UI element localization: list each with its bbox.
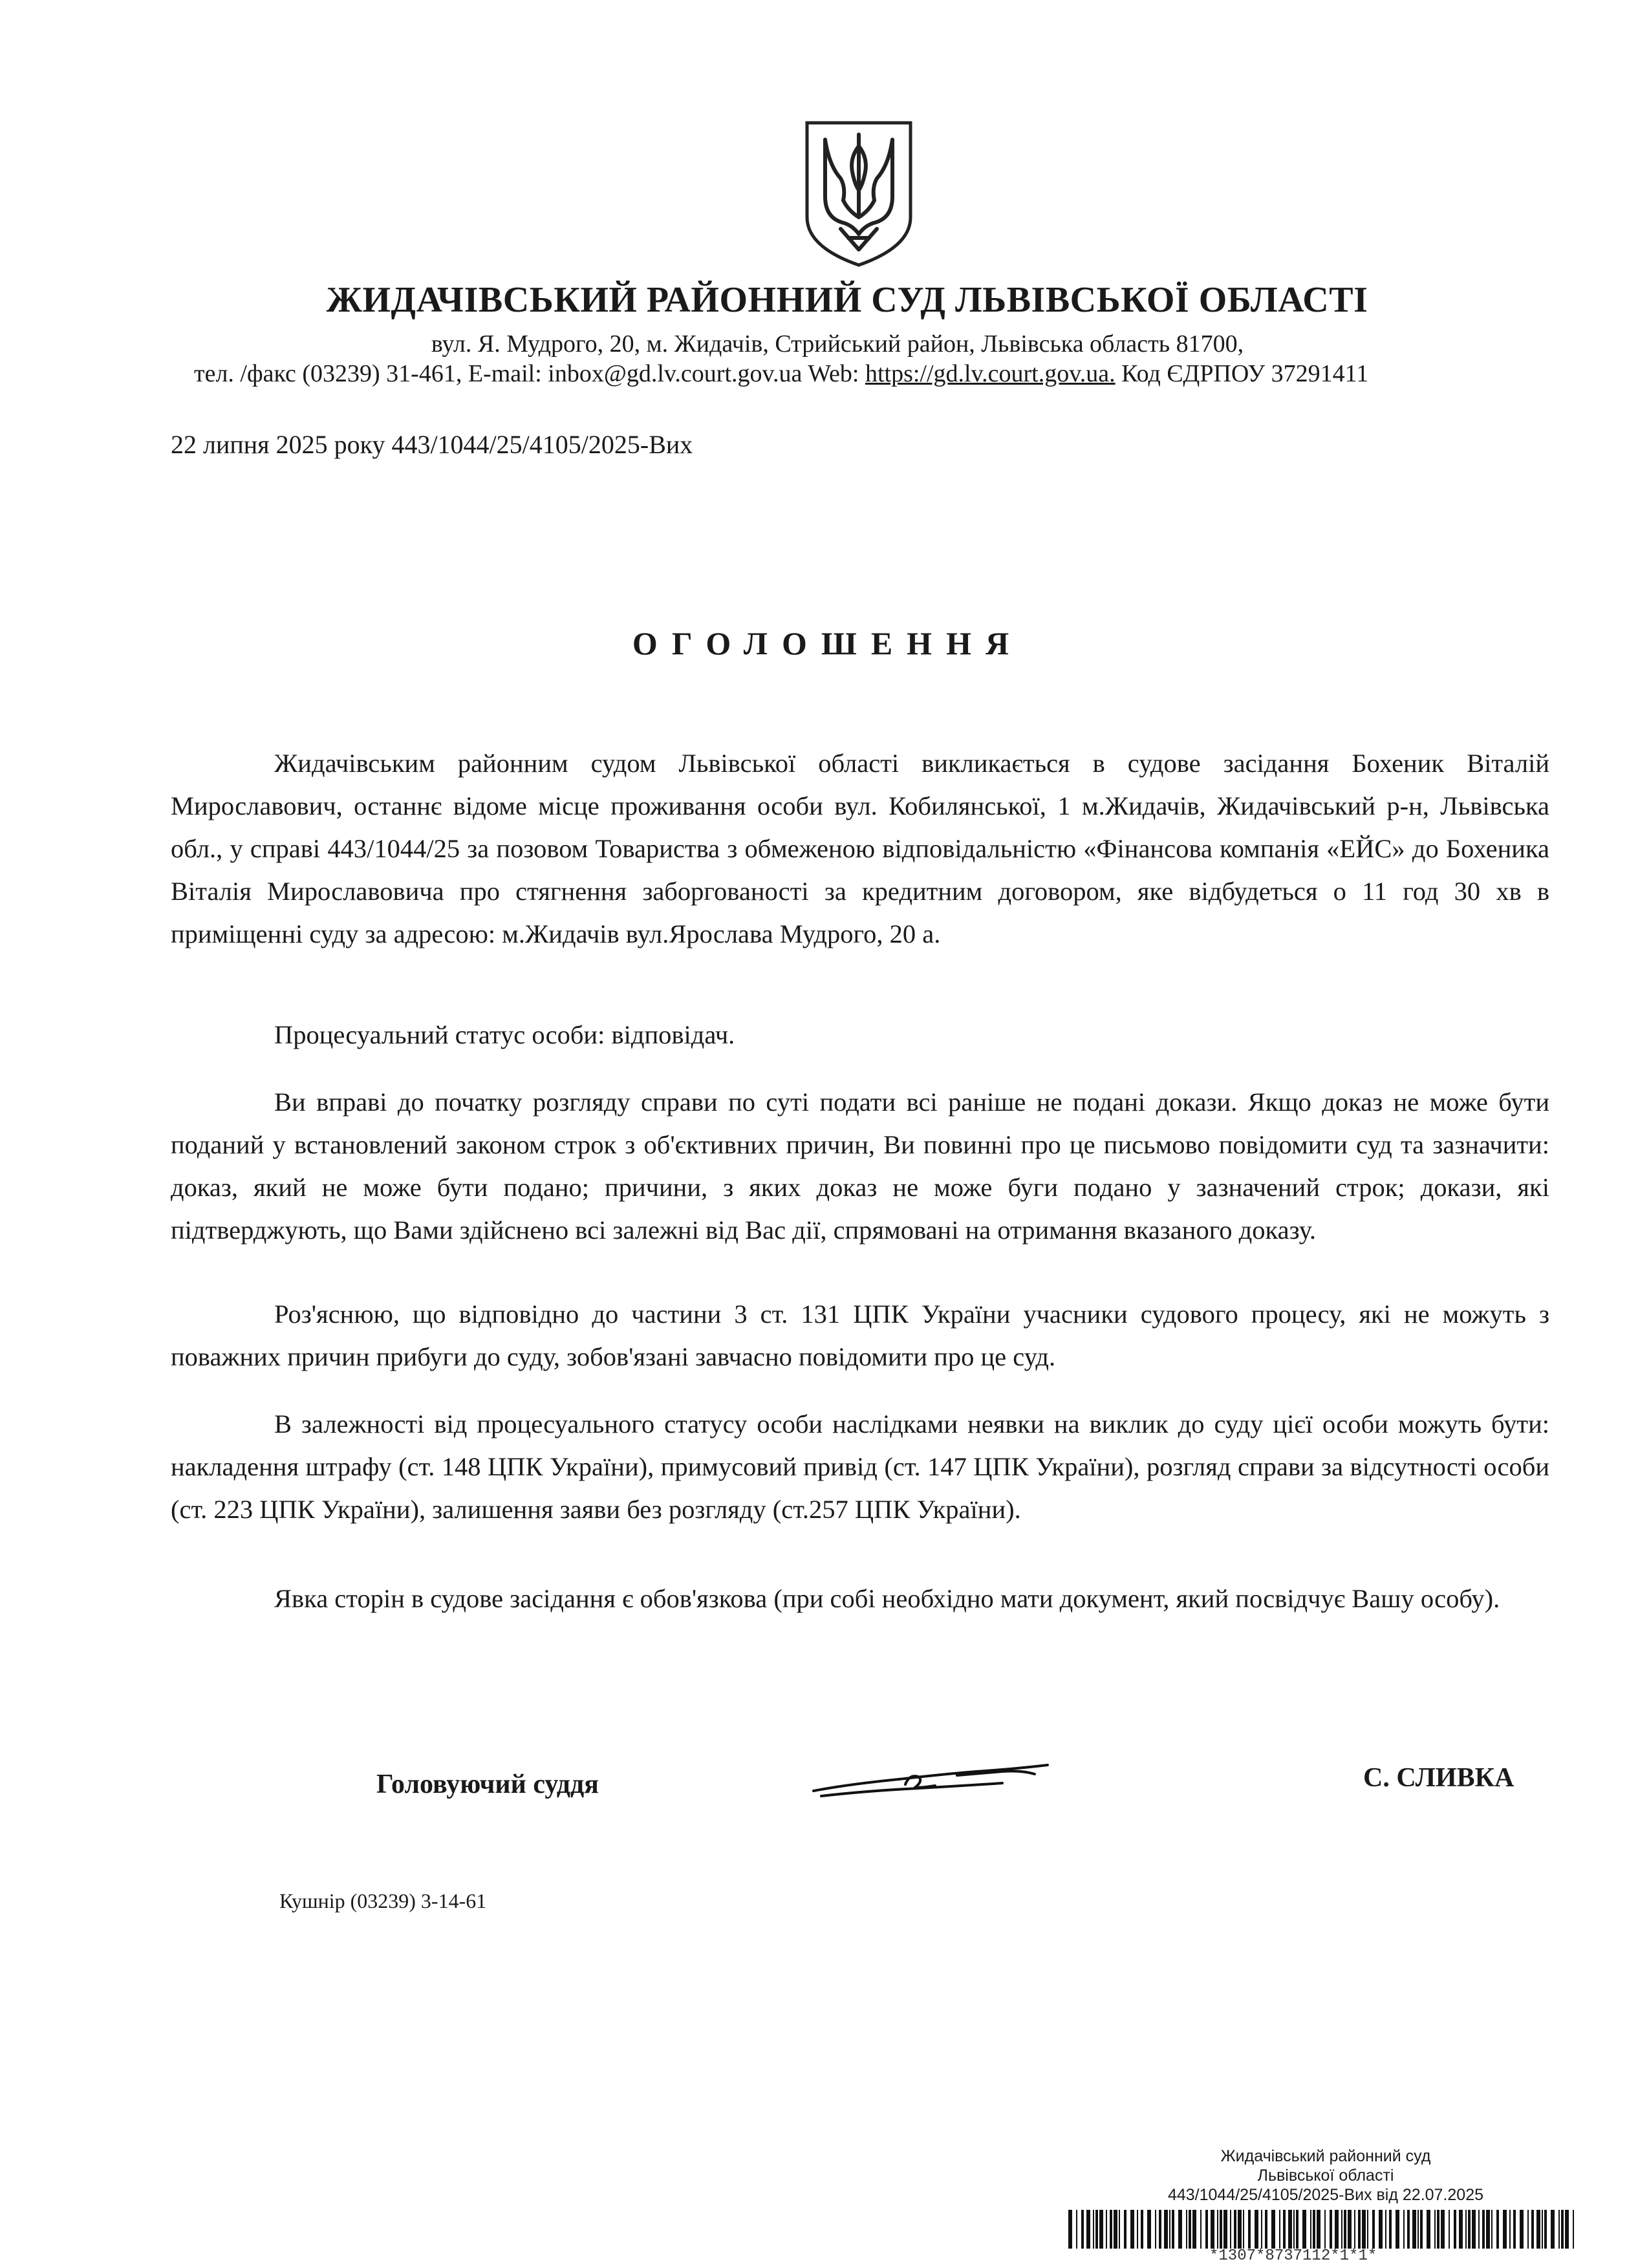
barcode-bar <box>1341 2210 1342 2249</box>
coat-of-arms-icon <box>803 120 914 268</box>
barcode-bar <box>1296 2210 1299 2249</box>
barcode-bar <box>1255 2210 1258 2249</box>
stamp-reference-line: 443/1044/25/4105/2025-Вих від 22.07.2025 <box>1167 2186 1484 2204</box>
barcode-bar <box>1093 2210 1094 2249</box>
barcode-bar <box>1412 2210 1416 2249</box>
barcode-bar <box>1130 2210 1134 2249</box>
barcode-bar <box>1302 2210 1306 2249</box>
barcode-bar <box>1344 2210 1346 2249</box>
barcode-bar <box>1362 2210 1366 2249</box>
barcode-bar <box>1330 2210 1332 2249</box>
barcode-bar <box>1478 2210 1480 2249</box>
barcode-bar <box>1317 2210 1320 2249</box>
barcode-bar <box>1310 2210 1311 2249</box>
barcode-bar <box>1220 2210 1222 2249</box>
barcode-bar <box>1313 2210 1315 2249</box>
barcode-bar <box>1169 2210 1170 2249</box>
barcode-bar <box>1441 2210 1445 2249</box>
barcode-bar <box>1230 2210 1231 2249</box>
barcode-bar <box>1248 2210 1251 2249</box>
document-heading: ОГОЛОШЕННЯ <box>632 625 1024 661</box>
barcode-bar <box>1172 2210 1174 2249</box>
contact-prefix: тел. /факс (03239) 31-461, E-mail: inbox@gd.lv.court.gov.ua Web: <box>194 360 865 387</box>
barcode-bar <box>1520 2210 1524 2249</box>
barcode-bar <box>1095 2210 1098 2249</box>
barcode-text: *1307*8737112*1*1* <box>1209 2247 1377 2265</box>
clerk-contact: Кушнір (03239) 3-14-61 <box>279 1889 487 1912</box>
barcode-bar <box>1482 2210 1485 2249</box>
stamp-region-line: Львівської області <box>1257 2166 1394 2185</box>
barcode-bar <box>1186 2210 1187 2249</box>
barcode-bar <box>1513 2210 1516 2249</box>
barcode-bar <box>1536 2210 1540 2249</box>
barcode-bar <box>1110 2210 1112 2249</box>
barcode-bar <box>1261 2210 1262 2249</box>
barcode-bar <box>1283 2210 1286 2249</box>
barcode-bar <box>1086 2210 1090 2249</box>
barcode-bar <box>1279 2210 1280 2249</box>
barcode-bar <box>1137 2210 1138 2249</box>
paragraph-summons: Жидачівським районним судом Львівської області викликається в судове засідання Бохеник Віталій Мирославович, останнє відоме місце проживання особи вул. Кобилянської, 1 м.Жидачів, Жидачівський р-н, Львівська обл., у справі 443/1044/25 за позовом Товариства з обмеженою відповідальністю «Фінансова компанія «ЕЙС» до Бохеника Віталія Мирославовича про стягнення заборгованості за кредитним договором, яке відбудеться о 11 год 30 хв в приміщенні суду за адресою: м.Жидачів вул.Ярослава Мудрого, 20 а. <box>171 749 1549 948</box>
barcode-bar <box>1200 2210 1202 2249</box>
barcode-bar <box>1081 2210 1084 2249</box>
barcode-bar <box>1496 2210 1499 2249</box>
barcode-bar <box>1189 2210 1191 2249</box>
barcode-bar <box>1068 2210 1072 2249</box>
barcode-bar <box>1459 2210 1463 2249</box>
paragraph-status: Процесуальний статус особи: відповідач. <box>274 1020 735 1049</box>
barcode-bar <box>1542 2210 1543 2249</box>
handwritten-signature <box>808 1746 1054 1810</box>
barcode-bar <box>1449 2210 1450 2249</box>
barcode-bar <box>1243 2210 1244 2249</box>
barcode-bar <box>1348 2210 1352 2249</box>
barcode-bar <box>1465 2210 1467 2249</box>
barcode <box>1067 2210 1578 2249</box>
barcode-bar <box>1491 2210 1493 2249</box>
barcode-bar <box>1114 2210 1117 2249</box>
barcode-bar <box>1192 2210 1196 2249</box>
barcode-bar <box>1437 2210 1439 2249</box>
barcode-bar <box>1565 2210 1569 2249</box>
barcode-bar <box>1372 2210 1375 2249</box>
barcode-bar <box>1385 2210 1386 2249</box>
barcode-bar <box>1389 2210 1392 2249</box>
barcode-bar <box>1211 2210 1214 2249</box>
barcode-bar <box>1335 2210 1339 2249</box>
barcode-bar <box>1217 2210 1218 2249</box>
barcode-bar <box>1119 2210 1120 2249</box>
barcode-bar <box>1544 2210 1547 2249</box>
barcode-bar <box>1561 2210 1564 2249</box>
barcode-bar <box>1265 2210 1267 2249</box>
barcode-bar <box>1403 2210 1405 2249</box>
barcode-bar <box>1396 2210 1399 2249</box>
barcode-bar <box>1234 2210 1236 2249</box>
barcode-bar <box>1358 2210 1361 2249</box>
judge-name: С. СЛИВКА <box>1363 1763 1514 1793</box>
barcode-bar <box>1124 2210 1126 2249</box>
barcode-bar <box>1558 2210 1560 2249</box>
barcode-bar <box>1099 2210 1103 2249</box>
barcode-bar <box>1141 2210 1143 2249</box>
paragraph-evidence: Ви вправі до початку розгляду справи по суті подати всі раніше не подані докази. Якщо доказ не може бути поданий у встановлений законом строк з об'єктивних причин, Ви повинні про це письмово повідомити суд та зазначити: доказ, який не може бути подано; причини, з яких доказ не може буги подано у зазначений строк; докази, які підтверджують, що Вами здійснено всі залежні від Вас дії, спрямовані на отримання вказаного доказу. <box>171 1087 1549 1245</box>
judge-role: Головуючий суддя <box>376 1770 599 1799</box>
barcode-bar <box>1454 2210 1456 2249</box>
barcode-bar <box>1367 2210 1368 2249</box>
barcode-bar <box>1271 2210 1275 2249</box>
barcode-bar <box>1468 2210 1471 2249</box>
court-name: ЖИДАЧІВСЬКИЙ РАЙОННИЙ СУД ЛЬВІВСЬКОЇ ОБЛАСТІ <box>326 280 1368 320</box>
registration-stamp <box>1093 2146 1558 2205</box>
barcode-bar <box>1527 2210 1529 2249</box>
barcode-bar <box>1076 2210 1077 2249</box>
barcode-bar <box>1420 2210 1423 2249</box>
barcode-bar <box>1238 2210 1242 2249</box>
barcode-bar <box>1147 2210 1151 2249</box>
barcode-bar <box>1531 2210 1534 2249</box>
barcode-bar <box>1288 2210 1292 2249</box>
edrpou-code: Код ЄДРПОУ 37291411 <box>1115 360 1369 387</box>
barcode-bar <box>1509 2210 1511 2249</box>
barcode-bar <box>1551 2210 1555 2249</box>
barcode-bar <box>1503 2210 1507 2249</box>
barcode-bar <box>1205 2210 1208 2249</box>
barcode-bar <box>1324 2210 1326 2249</box>
website-link[interactable]: https://gd.lv.court.gov.ua. <box>865 360 1116 387</box>
barcode-bar <box>1178 2210 1182 2249</box>
barcode-bar <box>1293 2210 1295 2249</box>
barcode-bar <box>1155 2210 1156 2249</box>
barcode-bar <box>1106 2210 1107 2249</box>
barcode-bar <box>1486 2210 1490 2249</box>
barcode-bar <box>1427 2210 1430 2249</box>
barcode-bar <box>1164 2210 1168 2249</box>
paragraph-consequences: В залежності від процесуального статусу особи наслідками неявки на виклик до суду цієї особи можуть бути: накладення штрафу (ст. 148 ЦПК України), примусовий привід (ст. 147 ЦПК України), розгляд справи за відсутності особи (ст. 223 ЦПК України), залишення заяви без розгляду (ст.257 ЦПК України). <box>171 1409 1549 1524</box>
stamp-court-line: Жидачівський районний суд <box>1220 2147 1431 2165</box>
court-contacts <box>194 359 1552 388</box>
barcode-bar <box>1354 2210 1355 2249</box>
paragraph-attendance: Явка сторін в судове засідання є обов'язкова (при собі необхідно мати документ, який посвідчує Вашу особу). <box>274 1584 1500 1613</box>
barcode-bar <box>1434 2210 1436 2249</box>
barcode-bar <box>1417 2210 1419 2249</box>
barcode-bar <box>1573 2210 1574 2249</box>
barcode-bar <box>1223 2210 1227 2249</box>
barcode-bar <box>1379 2210 1383 2249</box>
court-address: вул. Я. Мудрого, 20, м. Жидачів, Стрийський район, Львівська область 81700, <box>431 330 1244 358</box>
barcode-bar <box>1159 2210 1161 2249</box>
paragraph-explanation: Роз'яснюю, що відповідно до частини 3 ст. 131 ЦПК України учасники судового процесу, які не можуть з поважних причин прибуги до суду, зобов'язані завчасно повідомити про це суд. <box>171 1300 1549 1371</box>
document-reference: 22 липня 2025 року 443/1044/25/4105/2025-Вих <box>171 430 693 459</box>
barcode-bar <box>1407 2210 1410 2249</box>
barcode-bar <box>1472 2210 1476 2249</box>
